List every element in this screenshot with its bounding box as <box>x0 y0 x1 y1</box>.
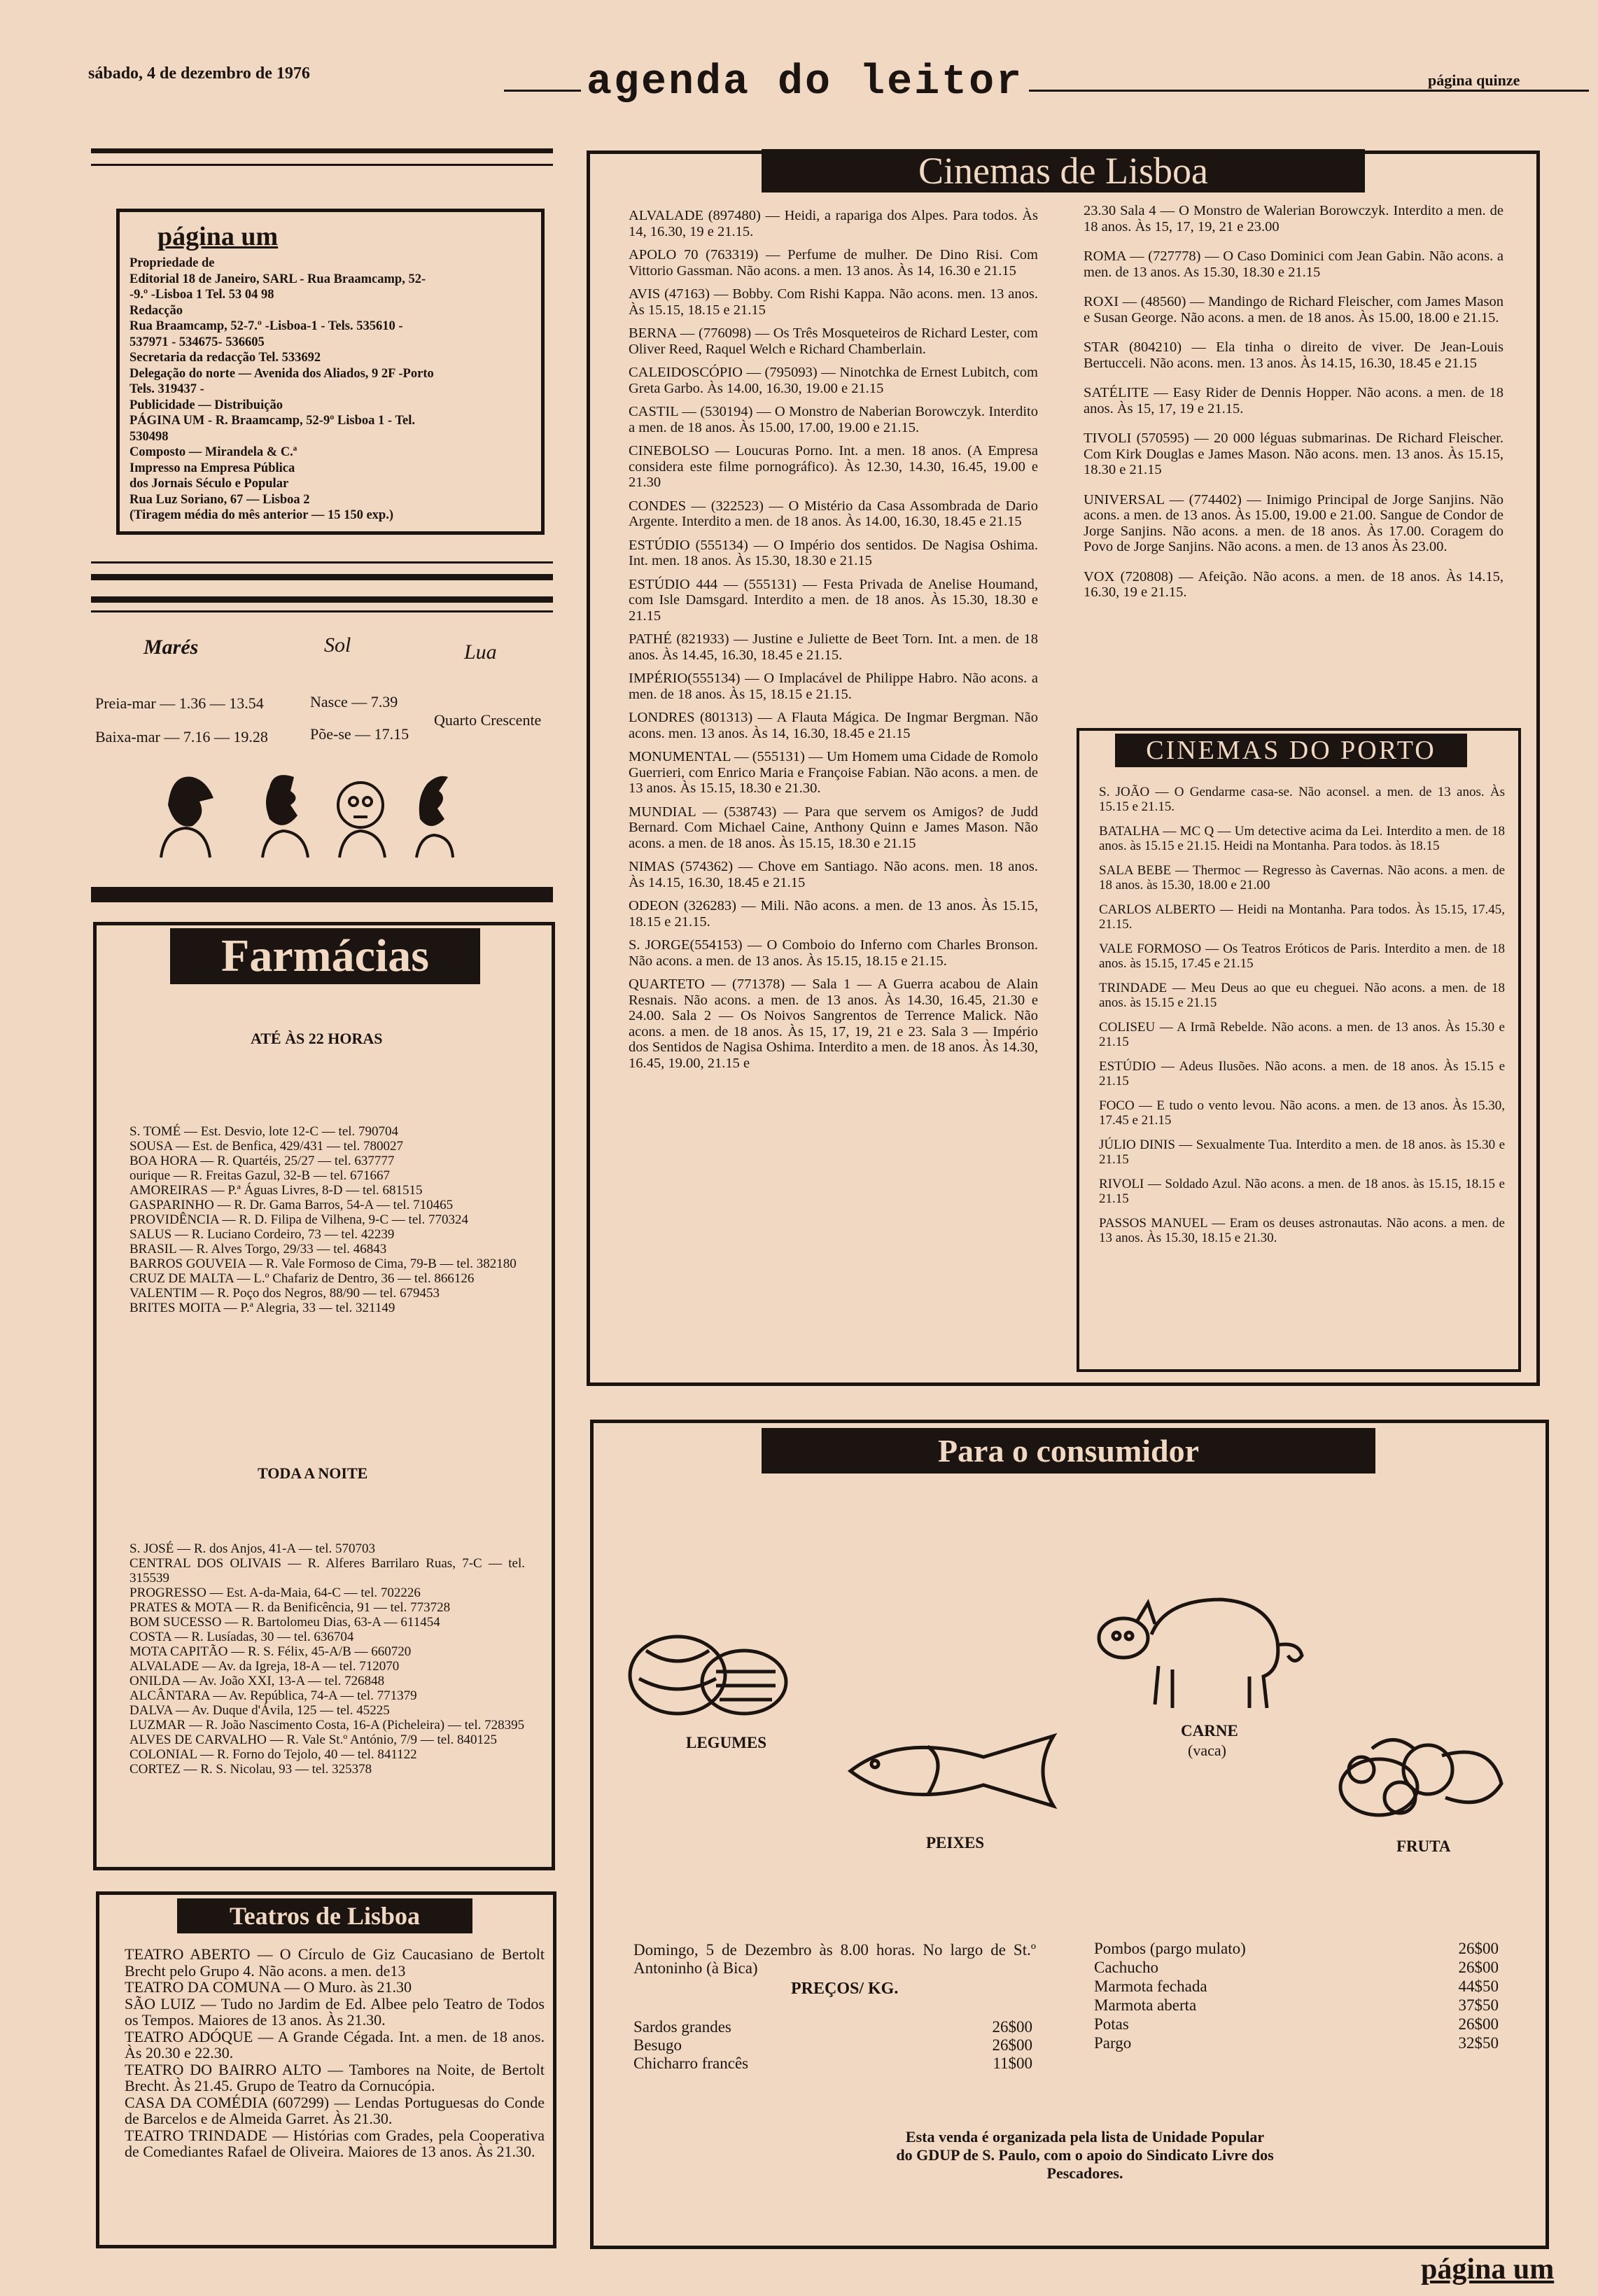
market-footer: Esta venda é organizada pela lista de Unidade Popular do GDUP de S. Paulo, com o apoio do Sindicato Livre dos Pescadores. <box>896 2128 1274 2182</box>
masthead-logo: página um <box>157 222 279 251</box>
porto-cinema-entry: RIVOLI — Soldado Azul. Não acons. a men. de 18 anos. às 15.15, 18.15 e 21.15 <box>1099 1177 1505 1206</box>
sun-label: Sol <box>324 634 351 657</box>
masthead-line: -9.º -Lisboa 1 Tel. 53 04 98 <box>129 288 274 302</box>
farmacias-banner: Farmácias <box>170 928 480 984</box>
cinema-entry: PATHÉ (821933) — Justine e Juliette de Beet Torn. Int. a men. de 18 anos. Às 14.45, 16.30, 18.45 e 21.15. <box>629 631 1038 663</box>
porto-cinema-entry: S. JOÃO — O Gendarme casa-se. Não aconsel. a men. de 13 anos. Às 15.15 e 21.15. <box>1099 785 1505 814</box>
theatre-entry: TEATRO ABERTO — O Círculo de Giz Caucasiano de Bertolt Brecht pelo Grupo 4. Não acons. a men. de13 <box>125 1945 545 1980</box>
cinema-entry: ROMA — (727778) — O Caso Dominici com Jean Gabin. Não acons. a men. de 13 anos. As 15.30, 18.30 e 21.15 <box>1084 248 1504 280</box>
high-tide: Preia-mar — 1.36 — 13.54 <box>95 694 264 712</box>
price-value: 26$00 <box>992 2018 1032 2036</box>
pharmacy-entry: ALVES DE CARVALHO — R. Vale St.º António, 7/9 — tel. 840125 <box>129 1732 497 1747</box>
low-tide: Baixa-mar — 7.16 — 19.28 <box>95 728 268 746</box>
price-row <box>1094 1958 1499 1977</box>
teatros-list <box>125 1946 545 2160</box>
cinema-entry: APOLO 70 (763319) — Perfume de mulher. De Dino Risi. Com Vittorio Gassman. Não acons. a men. 13 anos. Às 14, 16.30 e 21.15 <box>629 247 1038 279</box>
cinemas-column-2 <box>1084 203 1504 615</box>
market-intro: Domingo, 5 de Dezembro às 8.00 horas. No largo de St.º Antoninho (à Bica) <box>633 1941 1036 1977</box>
fish-illustration <box>843 1729 1067 1813</box>
price-row <box>1094 2015 1499 2033</box>
prices-right-list <box>1094 1939 1499 2052</box>
porto-list <box>1099 785 1505 1255</box>
porto-cinema-entry: JÚLIO DINIS — Sexualmente Tua. Interdito a men. de 18 anos. às 15.30 e 21.15 <box>1099 1138 1505 1167</box>
masthead-line: Impresso na Empresa Pública <box>129 461 295 475</box>
carne-label: CARNE <box>1181 1722 1238 1740</box>
masthead-line: dos Jornais Século e Popular <box>129 477 289 491</box>
farmacias-section-night: TODA A NOITE <box>258 1464 368 1482</box>
masthead-line: Editorial 18 de Janeiro, SARL - Rua Braamcamp, 52- <box>129 272 426 286</box>
pharmacy-entry: BOM SUCESSO — R. Bartolomeu Dias, 63-A — 611454 <box>129 1615 440 1630</box>
masthead-lines <box>129 255 531 524</box>
porto-cinema-entry: CARLOS ALBERTO — Heidi na Montanha. Para todos. Às 15.15, 17.45, 21.15. <box>1099 902 1505 932</box>
price-value: 26$00 <box>1458 2015 1499 2033</box>
cinema-entry: STAR (804210) — Ela tinha o direito de viver. De Jean-Louis Bertucceli. Não acons. men. 13 anos. Às 14.15, 16.30, 18.45 e 21.15 <box>1084 340 1504 371</box>
page-title: agenda do leitor <box>581 59 1029 106</box>
masthead-line: Rua Luz Soriano, 67 — Lisboa 2 <box>129 492 310 507</box>
cinema-entry: QUARTETO — (771378) — Sala 1 — A Guerra acabou de Alain Resnais. Não acons. a men. de 13 anos. Às 14.30, 16.45, 21.30 e 24.00. Sala 2 — Os Noivos Sangrentos de Terrence Malick. Não acons. a men. de 18 anos. Às 15, 17, 19, 21 e 23. Sala 3 — Império dos Sentidos de Nagisa Oshima. Interdito a men. de 18 anos. Às 14.30, 16.45, 19.00, 21.15 e <box>629 976 1038 1071</box>
price-value: 26$00 <box>1458 1940 1499 1957</box>
header-page-number: página quinze <box>1428 71 1520 89</box>
cinema-entry: IMPÉRIO(555134) — O Implacável de Philippe Habro. Não acons. a men. de 18 anos. Às 15, 18.15 e 21.15. <box>629 671 1038 702</box>
theatre-entry: TEATRO DO BAIRRO ALTO — Tambores na Noite, de Bertolt Brecht. Às 21.45. Grupo de Teatro da Cornucópia. <box>125 2060 545 2094</box>
price-row <box>1094 1939 1499 1958</box>
pharmacy-entry: VALENTIM — R. Poço dos Negros, 88/90 — tel. 679453 <box>129 1286 440 1301</box>
price-row <box>633 2036 1032 2054</box>
cinema-entry: ESTÚDIO 444 — (555131) — Festa Privada de Anelise Houmand, com Isle Damsgard. Interdito a men. de 18 anos. Às 15.30, 18.30 e 21.15 <box>629 576 1038 624</box>
farmacias-list-night <box>129 1541 525 1777</box>
masthead-line: Composto — Mirandela & C.ª <box>129 445 297 459</box>
pharmacy-entry: S. JOSÉ — R. dos Anjos, 41-A — tel. 570703 <box>129 1541 376 1556</box>
porto-cinema-entry: ESTÚDIO — Adeus Ilusões. Não acons. a men. de 18 anos. Às 15.15 e 21.15 <box>1099 1059 1505 1088</box>
price-item: Marmota aberta <box>1094 1996 1197 2014</box>
pharmacy-entry: SALUS — R. Luciano Cordeiro, 73 — tel. 42239 <box>129 1227 395 1242</box>
divider <box>91 164 553 166</box>
porto-cinema-entry: COLISEU — A Irmã Rebelde. Não acons. a men. de 13 anos. Às 15.30 e 21.15 <box>1099 1020 1505 1049</box>
price-value: 37$50 <box>1458 1996 1499 2014</box>
fruit-illustration <box>1330 1728 1512 1826</box>
consumidor-box <box>590 1420 1549 2249</box>
pharmacy-entry: COLONIAL — R. Forno do Tejolo, 40 — tel. 841122 <box>129 1747 417 1762</box>
sunrise: Nasce — 7.39 <box>310 693 398 710</box>
masthead-line: Tels. 319437 - <box>129 382 204 396</box>
pharmacy-entry: BRITES MOITA — P.ª Alegria, 33 — tel. 321149 <box>129 1301 395 1315</box>
price-row <box>1094 1996 1499 2015</box>
consumidor-banner: Para o consumidor <box>762 1428 1375 1474</box>
tides-label: Marés <box>143 636 199 659</box>
price-value: 32$50 <box>1458 2034 1499 2052</box>
pharmacy-entry: BRASIL — R. Alves Torgo, 29/33 — tel. 46843 <box>129 1242 387 1256</box>
divider <box>91 887 553 902</box>
cinema-entry: TIVOLI (570595) — 20 000 léguas submarinas. De Richard Fleischer. Com Kirk Douglas e James Mason. Não acons. men. 13 anos. Às 15.15, 18.30 e 21.15 <box>1084 430 1504 477</box>
pharmacy-entry: ourique — R. Freitas Gazul, 32-B — tel. 671667 <box>129 1168 391 1183</box>
pharmacy-entry: AMOREIRAS — P.ª Águas Livres, 8-D — tel. 681515 <box>129 1183 423 1198</box>
pharmacy-entry: DALVA — Av. Duque d'Ávila, 125 — tel. 45225 <box>129 1703 390 1718</box>
masthead-line: 530498 <box>129 429 169 444</box>
prices-left-list <box>633 2018 1032 2073</box>
vegetables-illustration <box>625 1623 797 1728</box>
price-row <box>633 2054 1032 2073</box>
farmacias-list-evening <box>129 1124 525 1315</box>
masthead-line: (Tiragem média do mês anterior — 15 150 exp.) <box>129 508 393 522</box>
porto-cinema-entry: PASSOS MANUEL — Eram os deuses astronautas. Não acons. a men. de 13 anos. Às 15.30, 18.15 e 21.30. <box>1099 1216 1505 1245</box>
price-value: 26$00 <box>1458 1959 1499 1976</box>
pharmacy-entry: BARROS GOUVEIA — R. Vale Formoso de Cima, 79-B — tel. 382180 <box>129 1256 517 1271</box>
price-row <box>1094 2033 1499 2052</box>
cinema-entry: BERNA — (776098) — Os Três Mosqueteiros de Richard Lester, com Oliver Reed, Raquel Welch e Richard Chamberlain. <box>629 326 1038 357</box>
cinema-entry: MONUMENTAL — (555131) — Um Homem uma Cidade de Romolo Guerrieri, com Enrico Maria e Françoise Fabian. Não acons. a men. de 13 anos. Às 15.15, 18.30 e 21.30. <box>629 749 1038 796</box>
price-item: Pargo <box>1094 2034 1132 2052</box>
theatre-entry: TEATRO ADÓQUE — A Grande Cégada. Int. a men. de 18 anos. Às 20.30 e 22.30. <box>125 2027 545 2062</box>
cinema-entry: CALEIDOSCÓPIO — (795093) — Ninotchka de Ernest Lubitch, com Greta Garbo. Às 14.00, 16.30, 19.00 e 21.15 <box>629 365 1038 396</box>
cinema-entry: MUNDIAL — (538743) — Para que servem os Amigos? de Judd Bernard. Com Michael Caine, Anthony Quinn e James Mason. Não acons. a men. de 18 anos. Às 15.15, 18.30 e 21.15 <box>629 804 1038 851</box>
teatros-banner: Teatros de Lisboa <box>177 1898 472 1933</box>
divider <box>91 596 553 603</box>
porto-cinema-entry: BATALHA — MC Q — Um detective acima da Lei. Interdito a men. de 18 anos. às 15.15 e 21.15. Heidi na Montanha. Para todos. às 18.15 <box>1099 824 1505 853</box>
porto-banner: CINEMAS DO PORTO <box>1115 734 1467 767</box>
pharmacy-entry: SOUSA — Est. de Benfica, 429/431 — tel. 780027 <box>129 1139 404 1154</box>
cinema-entry: ESTÚDIO (555134) — O Império dos sentidos. De Nagisa Oshima. Int. men. 18 anos. Às 15.30, 18.30 e 21.15 <box>629 537 1038 568</box>
cinema-entry: NIMAS (574362) — Chove em Santiago. Não acons. men. 18 anos. Às 14.15, 16.30, 18.45 e 21.15 <box>629 859 1038 890</box>
fruta-label: FRUTA <box>1396 1837 1451 1855</box>
cinema-entry: ROXI — (48560) — Mandingo de Richard Fleischer, com James Mason e Susan George. Não acons. a men. de 18 anos. Às 15.00, 18.00 e 21.15. <box>1084 294 1504 326</box>
masthead-line: Delegação do norte — Avenida dos Aliados, 9 2F -Porto <box>129 366 434 381</box>
cinema-entry: CINEBOLSO — Loucuras Porno. Int. a men. 18 anos. (A Empresa considera este filme pornográfico). Às 12.30, 14.30, 16.45, 19.00 e 21.30 <box>629 443 1038 490</box>
theatre-entry: CASA DA COMÉDIA (607299) — Lendas Portuguesas do Conde de Barcelos e de Almeida Garret. Às 21.30. <box>125 2093 545 2127</box>
price-item: Pombos (pargo mulato) <box>1094 1940 1246 1957</box>
price-item: Besugo <box>633 2036 682 2054</box>
cinema-entry: LONDRES (801313) — A Flauta Mágica. De Ingmar Bergman. Não acons. men. 13 anos. Às 14, 16.30, 18.45 e 21.15 <box>629 710 1038 741</box>
masthead-box <box>116 209 545 535</box>
pharmacy-entry: CRUZ DE MALTA — L.º Chafariz de Dentro, 36 — tel. 866126 <box>129 1271 475 1286</box>
cinema-entry: ALVALADE (897480) — Heidi, a rapariga dos Alpes. Para todos. Às 14, 16.30, 19 e 21.15. <box>629 208 1038 239</box>
peixes-label: PEIXES <box>926 1834 985 1851</box>
pharmacy-entry: ALCÂNTARA — Av. República, 74-A — tel. 771379 <box>129 1688 417 1703</box>
pharmacy-entry: BOA HORA — R. Quartéis, 25/27 — tel. 637777 <box>129 1154 395 1168</box>
theatre-entry: TEATRO DA COMUNA — O Muro. às 21.30 <box>125 1978 412 1996</box>
cinema-entry: VOX (720808) — Afeição. Não acons. a men. de 18 anos. Às 14.15, 16.30, 19 e 21.15. <box>1084 568 1504 600</box>
pharmacy-entry: PROGRESSO — Est. A-da-Maia, 64-C — tel. 702226 <box>129 1586 421 1600</box>
divider <box>91 561 553 564</box>
pig-illustration <box>1095 1586 1312 1718</box>
cinemas-banner: Cinemas de Lisboa <box>762 149 1365 192</box>
price-item: Cachucho <box>1094 1959 1158 1976</box>
legumes-label: LEGUMES <box>686 1734 767 1751</box>
pharmacy-entry: PRATES & MOTA — R. da Benificência, 91 — tel. 773728 <box>129 1600 451 1615</box>
farmacias-section-evening: ATÉ ÀS 22 HORAS <box>251 1030 383 1047</box>
masthead-line: Secretaria da redacção Tel. 533692 <box>129 351 321 365</box>
price-row <box>633 2018 1032 2036</box>
cinema-entry: ODEON (326283) — Mili. Não acons. a men. de 13 anos. Às 15.15, 18.15 e 21.15. <box>629 898 1038 930</box>
cinemas-column-1 <box>629 208 1038 1079</box>
pharmacy-entry: ALVALADE — Av. da Igreja, 18-A — tel. 712070 <box>129 1659 400 1674</box>
cinema-entry: UNIVERSAL — (774402) — Inimigo Principal de Jorge Sanjins. Não acons. a men. de 13 anos. Às 15.00, 19.00 e 21.00. Sangue de Condor de Jorge Sanjins. Não acons. a men. de 18 anos. Às 17.00. Coragem do Povo de Jorge Sanjins. Não acons. a men. de 13 anos Às 23.00. <box>1084 491 1504 554</box>
divider <box>91 574 553 580</box>
masthead-line: Redacção <box>129 303 183 318</box>
cinema-entry: 23.30 Sala 4 — O Monstro de Walerian Borowczyk. Interdito a men. de 18 anos. Às 15, 17, 19, 21 e 23.00 <box>1084 203 1504 234</box>
cinema-entry: SATÉLITE — Easy Rider de Dennis Hopper. Não acons. a men. de 18 anos. Às 15, 17, 19 e 21.15. <box>1084 385 1504 416</box>
porto-cinema-entry: SALA BEBE — Thermoc — Regresso às Cavernas. Não acons. a men. de 18 anos. às 15.30, 18.00 e 21.00 <box>1099 863 1505 892</box>
theatre-entry: SÃO LUIZ — Tudo no Jardim de Ed. Albee pelo Teatro de Todos os Tempos. Maiores de 13 anos. Às 21.30. <box>125 1994 545 2029</box>
price-value: 11$00 <box>993 2054 1032 2072</box>
moon-label: Lua <box>464 640 497 664</box>
pharmacy-entry: S. TOMÉ — Est. Desvio, lote 12-C — tel. 790704 <box>129 1124 399 1139</box>
price-value: 44$50 <box>1458 1977 1499 1995</box>
divider <box>91 148 553 153</box>
pharmacy-entry: MOTA CAPITÃO — R. S. Félix, 45-A/B — 660720 <box>129 1644 412 1659</box>
cinema-entry: CASTIL — (530194) — O Monstro de Naberian Borowczyk. Interdito a men. de 18 anos. Às 15.00, 17.00, 19.00 e 21.15. <box>629 404 1038 435</box>
pharmacy-entry: GASPARINHO — R. Dr. Gama Barros, 54-A — tel. 710465 <box>129 1198 454 1212</box>
cinema-entry: S. JORGE(554153) — O Comboio do Inferno com Charles Bronson. Não acons. a men. de 13 anos. Às 15.15, 18.15 e 21.15. <box>629 937 1038 969</box>
cartoon-figures-illustration <box>150 766 472 861</box>
price-value: 26$00 <box>992 2036 1032 2054</box>
price-item: Chicharro francês <box>633 2054 749 2072</box>
masthead-line: Rua Braamcamp, 52-7.º -Lisboa-1 - Tels. 535610 - <box>129 319 403 333</box>
price-item: Potas <box>1094 2015 1129 2033</box>
masthead-line: PÁGINA UM - R. Braamcamp, 52-9º Lisboa 1 - Tel. <box>129 414 415 428</box>
cinema-entry: CONDES — (322523) — O Mistério da Casa Assombrada de Dario Argente. Interdito a men. de 18 anos. Às 14.00, 16.30, 18.45 e 21.15 <box>629 498 1038 529</box>
price-item: Marmota fechada <box>1094 1977 1207 1995</box>
porto-cinema-entry: VALE FORMOSO — Os Teatros Eróticos de Paris. Interdito a men. de 18 anos. às 15.15, 17.45 e 21.15 <box>1099 941 1505 971</box>
divider <box>91 610 553 612</box>
moon-phase: Quarto Crescente <box>434 711 542 729</box>
vaca-label: (vaca) <box>1188 1742 1226 1759</box>
pharmacy-entry: PROVIDÊNCIA — R. D. Filipa de Vilhena, 9-C — tel. 770324 <box>129 1212 469 1227</box>
masthead-line: 537971 - 534675- 536605 <box>129 335 265 349</box>
footer-logo: página um <box>1421 2253 1555 2286</box>
price-item: Sardos grandes <box>633 2018 731 2036</box>
cinema-entry: AVIS (47163) — Bobby. Com Rishi Kappa. Não acons. men. 13 anos. Às 15.15, 18.15 e 21.15 <box>629 286 1038 318</box>
pharmacy-entry: LUZMAR — R. João Nascimento Costa, 16-A (Picheleira) — tel. 728395 <box>129 1718 525 1732</box>
pharmacy-entry: ONILDA — Av. João XXI, 13-A — tel. 726848 <box>129 1674 385 1688</box>
theatre-entry: TEATRO TRINDADE — Histórias com Grades, pela Cooperativa de Comediantes Rafael de Oliveira. Maiores de 13 anos. Às 21.30. <box>125 2126 545 2160</box>
pharmacy-entry: COSTA — R. Lusíadas, 30 — tel. 636704 <box>129 1630 354 1644</box>
header-date: sábado, 4 de dezembro de 1976 <box>88 64 310 83</box>
prices-header: PREÇOS/ KG. <box>791 1980 899 1998</box>
price-row <box>1094 1977 1499 1996</box>
porto-cinema-entry: FOCO — E tudo o vento levou. Não acons. a men. de 13 anos. Às 15.30, 17.45 e 21.15 <box>1099 1098 1505 1128</box>
porto-cinema-entry: TRINDADE — Meu Deus ao que eu cheguei. Não acons. a men. de 18 anos. às 15.15 e 21.15 <box>1099 981 1505 1010</box>
pharmacy-entry: CORTEZ — R. S. Nicolau, 93 — tel. 325378 <box>129 1762 372 1777</box>
masthead-line: Publicidade — Distribuição <box>129 398 283 412</box>
pharmacy-entry: CENTRAL DOS OLIVAIS — R. Alferes Barrilaro Ruas, 7-C — tel. 315539 <box>129 1556 525 1586</box>
sunset: Põe-se — 17.15 <box>310 725 409 743</box>
masthead-line: Propriedade de <box>129 256 215 270</box>
